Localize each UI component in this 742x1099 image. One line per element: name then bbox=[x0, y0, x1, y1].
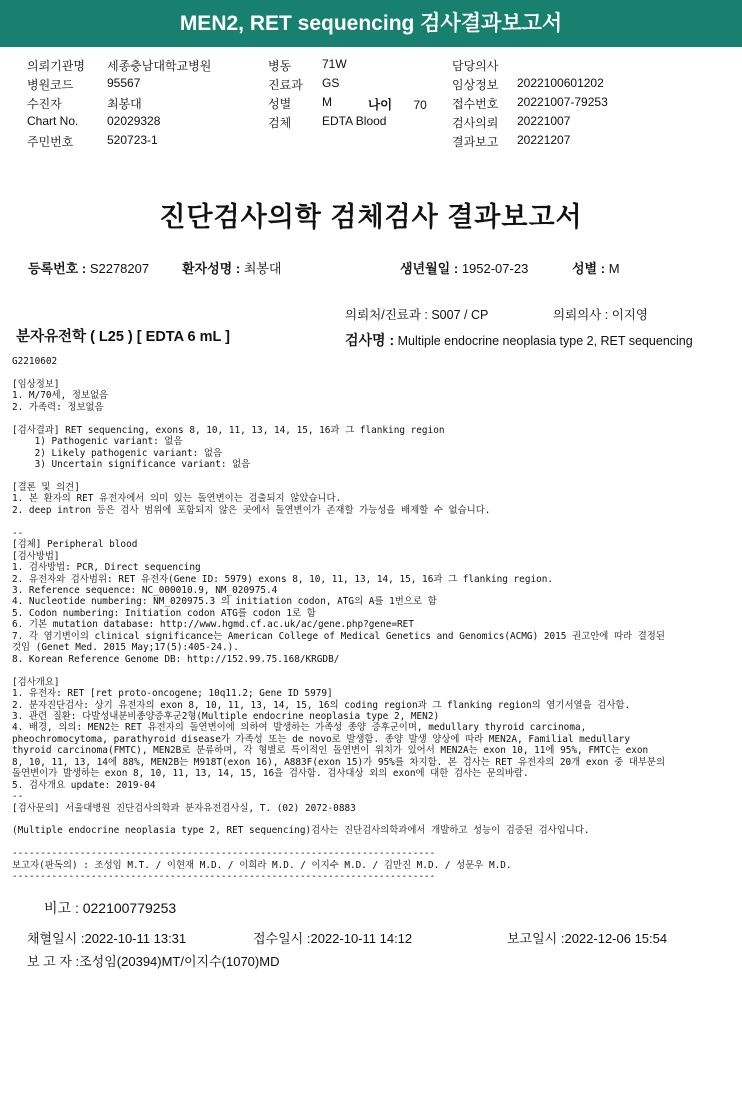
report-line: 7. 각 염기변이의 clinical significance는 American College of Medical Genetics and Genomics(ACMG) 2015 권고안에 따라 결정된 bbox=[12, 630, 665, 642]
registration-number bbox=[28, 258, 149, 277]
report-line: 1. M/70세, 정보없음 bbox=[12, 390, 109, 402]
header-value: 세종충남대학교병원 bbox=[107, 59, 212, 73]
header-label: Chart No. bbox=[27, 114, 79, 128]
patient-name-label: 환자성명 : bbox=[182, 261, 241, 276]
test-name bbox=[345, 330, 693, 350]
report-line: 8. Korean Reference Genome DB: http://152.99.75.168/KRGDB/ bbox=[12, 653, 340, 665]
report-line: 4. Nucleotide numbering: NM_020975.3 의 initiation codon, ATG의 A를 1번으로 함 bbox=[12, 596, 437, 608]
report-line: [검체] Peripheral blood bbox=[12, 539, 138, 551]
dob-value: 1952-07-23 bbox=[461, 261, 529, 276]
header-value: 20221007-79253 bbox=[517, 95, 608, 109]
sex-label: 성별 : bbox=[572, 261, 606, 276]
report-line: 3. 관련 질환: 다발성내분비종양증후군2형(Multiple endocrine neoplasia type 2, MEN2) bbox=[12, 710, 440, 722]
section-heading: 분자유전학 ( L25 ) [ EDTA 6 mL ] bbox=[16, 329, 230, 345]
registration-label: 등록번호 : bbox=[28, 261, 87, 276]
report-line: [검사문의] 서울대병원 진단검사의학과 분자유전검사실, T. (02) 2072-0883 bbox=[12, 802, 356, 814]
reporter-value: 조성임(20394)MT/이지수(1070)MD bbox=[79, 954, 280, 969]
report-line: (Multiple endocrine neoplasia type 2, RET sequencing)검사는 진단검사의학과에서 개발하고 성능이 검증된 검사입니다. bbox=[12, 825, 590, 837]
header-value: 최봉대 bbox=[107, 97, 142, 111]
header-value: 95567 bbox=[107, 76, 141, 90]
date-of-birth bbox=[400, 258, 528, 277]
request-dept: 의뢰처/진료과 : S007 / CP bbox=[345, 308, 489, 322]
report-line: 것임 (Genet Med. 2015 May;17(5):405-24.). bbox=[12, 642, 239, 654]
document-title: 진단검사의학 검체검사 결과보고서 bbox=[159, 202, 583, 232]
report-line: 3) Uncertain significance variant: 없음 bbox=[12, 459, 251, 471]
report-line: 5. Codon numbering: Initiation codon ATG를 codon 1로 함 bbox=[12, 607, 316, 619]
report-line: [검사결과] RET sequencing, exons 8, 10, 11, 13, 14, 15, 16과 그 flanking region bbox=[12, 424, 445, 436]
header-label: 수진자 bbox=[27, 97, 62, 111]
report-line: 2. 유전자와 검사범위: RET 유전자(Gene ID: 5979) exons 8, 10, 11, 13, 14, 15, 16과 그 flanking region. bbox=[12, 573, 554, 585]
header-label: 임상정보 bbox=[452, 78, 499, 92]
sex-value: M bbox=[608, 261, 620, 276]
report-line: 보고자(판독의) : 조성임 M.T. / 이현재 M.D. / 이희라 M.D. / 이지수 M.D. / 김만진 M.D. / 성문우 M.D. bbox=[12, 859, 512, 871]
report-line: 3. Reference sequence: NC_000010.9, NM_020975.4 bbox=[12, 585, 278, 596]
header-label: 병원코드 bbox=[27, 78, 74, 92]
header-value: EDTA Blood bbox=[322, 114, 387, 128]
header-label: 결과보고 bbox=[452, 135, 499, 149]
report-banner: MEN2, RET sequencing 검사결과보고서 bbox=[0, 0, 742, 47]
header-label: 접수번호 bbox=[452, 97, 499, 111]
test-name-value: Multiple endocrine neoplasia type 2, RET sequencing bbox=[397, 334, 693, 348]
note-label: 비고 : bbox=[44, 900, 79, 916]
header-value: 20221007 bbox=[517, 114, 571, 128]
report-line: 5. 검사개요 update: 2019-04 bbox=[12, 779, 156, 791]
request-doctor: 의뢰의사 : 이지영 bbox=[553, 308, 648, 322]
patient-name-value: 최봉대 bbox=[243, 261, 282, 276]
report-line: [검사방법] bbox=[12, 550, 60, 562]
patient-name bbox=[182, 258, 282, 277]
report-label: 보고일시 : bbox=[507, 931, 565, 946]
header-value: GS bbox=[322, 76, 340, 90]
header-label: 의뢰기관명 bbox=[27, 59, 85, 73]
note-value: 022100779253 bbox=[82, 900, 177, 916]
report-line: 돌연변이가 발생하는 exon 8, 10, 11, 13, 14, 15, 16을 검사함. 검사대상 외의 exon에 대한 검사는 문의바람. bbox=[12, 768, 529, 780]
report-line: [검사개요] bbox=[12, 676, 60, 688]
collection-time bbox=[27, 928, 186, 947]
header-label: 담당의사 bbox=[452, 59, 499, 73]
note-field bbox=[44, 898, 176, 918]
report-line: -- bbox=[12, 527, 24, 539]
receipt-value: 2022-10-11 14:12 bbox=[310, 931, 413, 946]
receipt-label: 접수일시 : bbox=[253, 931, 311, 946]
report-line: 1. 유전자: RET [ret proto-oncogene; 10q11.2; Gene ID 5979] bbox=[12, 688, 333, 700]
report-line: 2. deep intron 등은 검사 범위에 포함되지 않은 곳에서 돌연변이가 존재할 가능성을 배제할 수 없습니다. bbox=[12, 504, 491, 516]
age-label: 나이 bbox=[368, 98, 393, 112]
header-label: 병동 bbox=[268, 59, 292, 73]
report-line: 8, 10, 11, 13, 14에 88%, MEN2B는 M918T(exon 16), A883F(exon 15)가 95%를 차지함. 본 검사는 RET 유전자의 20개 exon 중 대부분의 bbox=[12, 756, 666, 768]
collection-value: 2022-10-11 13:31 bbox=[84, 931, 187, 946]
report-line: 2. 분자진단검사: 상기 유전자의 exon 8, 10, 11, 13, 14, 15, 16의 coding region과 그 flanking region의 염기서열을 검사함. bbox=[12, 699, 631, 711]
report-line: 6. 기본 mutation database: http://www.hgmd.cf.ac.uk/ac/gene.php?gene=RET bbox=[12, 619, 414, 631]
test-name-label: 검사명 : bbox=[345, 332, 395, 348]
report-line: G2210602 bbox=[12, 356, 58, 367]
report-time bbox=[507, 928, 667, 947]
receipt-time bbox=[253, 928, 412, 947]
report-line: --------------------------------------------------------------------------- bbox=[12, 848, 436, 860]
report-line: --------------------------------------------------------------------------- bbox=[12, 871, 436, 883]
report-value: 2022-12-06 15:54 bbox=[564, 931, 668, 946]
header-label: 진료과 bbox=[268, 78, 303, 92]
header-value: 520723-1 bbox=[107, 133, 158, 147]
header-label: 검사의뢰 bbox=[452, 116, 499, 130]
header-label: 검체 bbox=[268, 116, 292, 130]
dob-label: 생년월일 : bbox=[400, 261, 459, 276]
report-line: pheochromocytoma, parathyroid disease가 가족성 또는 de novo로 발생함. 종양 발생 양상에 따라 MEN2A, Familial medullary bbox=[12, 733, 630, 745]
report-line: 1. 본 환자의 RET 유전자에서 의미 있는 돌연변이는 검출되지 않았습니다. bbox=[12, 493, 342, 505]
header-label: 성별 bbox=[268, 97, 292, 111]
header-value: M bbox=[322, 95, 332, 109]
report-line: 4. 배경, 의의: MEN2는 RET 유전자의 돌연변이에 의하여 발생하는 가족성 종양 증후군이며, medullary thyroid carcinoma, bbox=[12, 722, 587, 734]
report-line: -- bbox=[12, 791, 24, 803]
age-value: 70 bbox=[413, 98, 427, 112]
collection-label: 채혈일시 : bbox=[27, 931, 85, 946]
patient-sex bbox=[572, 258, 620, 277]
header-value: 20221207 bbox=[517, 133, 571, 147]
header-label: 주민번호 bbox=[27, 135, 74, 149]
report-line: thyroid carcinoma(FMTC), MEN2B로 분류하며, 각 형별로 특이적인 돌연변이 위치가 있어서 MEN2A는 exon 10, 11에 95%, FMTC는 exon bbox=[12, 745, 649, 757]
reporter-label: 보 고 자 : bbox=[27, 954, 80, 969]
header-value: 2022100601202 bbox=[517, 76, 604, 90]
report-line: 2. 가족력: 정보없음 bbox=[12, 401, 104, 413]
registration-value: S2278207 bbox=[89, 261, 150, 276]
report-line: 1. 검사방법: PCR, Direct sequencing bbox=[12, 562, 201, 574]
report-line: 2) Likely pathogenic variant: 없음 bbox=[12, 447, 223, 459]
reporter-field bbox=[27, 951, 279, 970]
report-line: [임상정보] bbox=[12, 378, 60, 390]
report-line: 1) Pathogenic variant: 없음 bbox=[12, 436, 183, 448]
report-line: [결론 및 의견] bbox=[12, 481, 80, 493]
header-value: 71W bbox=[322, 57, 347, 71]
header-value: 02029328 bbox=[107, 114, 161, 128]
age-field bbox=[368, 95, 427, 113]
